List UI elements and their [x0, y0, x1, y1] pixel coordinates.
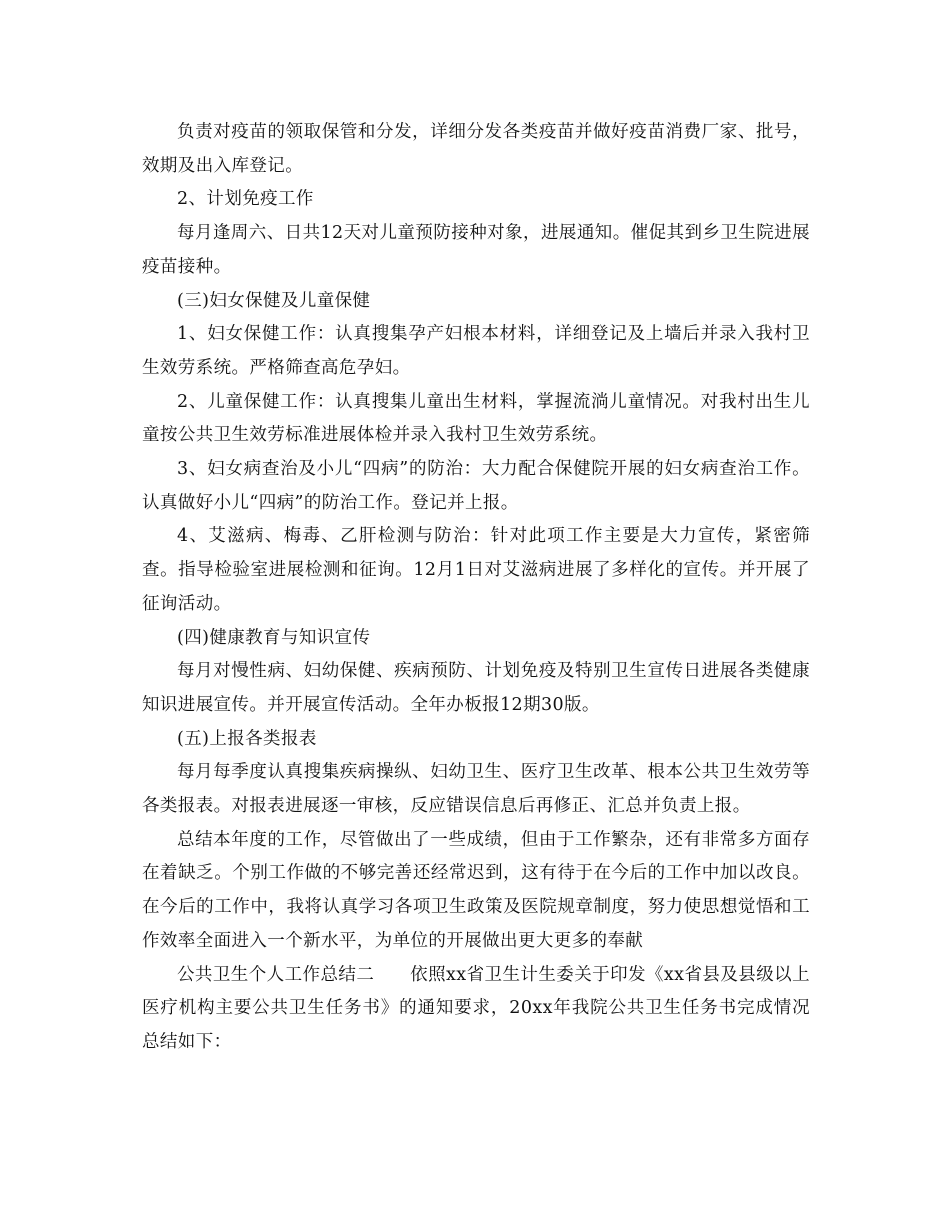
paragraph-annual-summary: 总结本年度的工作，尽管做出了一些成绩，但由于工作繁杂，还有非常多方面存在着缺乏。个别工作做的不够完善还经常迟到，这有待于在今后的工作中加以改良。在今后的工作中，我将认真学习各项卫生政策及医院规章制度，努力使思想觉悟和工作效率全面进入一个新水平，为单位的开展做出更大更多的奉献	[142, 829, 810, 951]
heading-women-children-health: (三)妇女保健及儿童保健	[177, 290, 371, 311]
paragraph-women-health: 1、妇女保健工作：认真搜集孕产妇根本材料，详细登记及上墙后并录入我村卫生效劳系统。严格筛查高危孕妇。	[142, 324, 810, 378]
paragraph-hiv-syphilis-hepatitis: 4、艾滋病、梅毒、乙肝检测与防治：针对此项工作主要是大力宣传，紧密筛查。指导检验室进展检测和征询。12月1日对艾滋病进展了多样化的宣传。并开展了征询活动。	[142, 526, 810, 614]
paragraph-disease-prevention: 3、妇女病查治及小儿“四病”的防治：大力配合保健院开展的妇女病查治工作。认真做好小儿“四病”的防治工作。登记并上报。	[142, 459, 810, 513]
heading-health-education: (四)健康教育与知识宣传	[177, 627, 371, 648]
paragraph-immunization-schedule: 每月逢周六、日共12天对儿童预防接种对象，进展通知。催促其到乡卫生院进展疫苗接种。	[142, 223, 810, 277]
heading-reports: (五)上报各类报表	[177, 728, 317, 749]
paragraph-second-summary: 公共卫生个人工作总结二 依照xx省卫生计生委关于印发《xx省县及县级以上医疗机构主要公共卫生任务书》的通知要求，20xx年我院公共卫生任务书完成情况总结如下：	[142, 964, 810, 1052]
heading-immunization-plan: 2、计划免疫工作	[177, 189, 314, 210]
paragraph-health-education: 每月对慢性病、妇幼保健、疾病预防、计划免疫及特别卫生宣传日进展各类健康知识进展宣传。并开展宣传活动。全年办板报12期30版。	[142, 661, 810, 715]
paragraph-vaccine-management: 负责对疫苗的领取保管和分发，详细分发各类疫苗并做好疫苗消费厂家、批号，效期及出入库登记。	[142, 122, 810, 176]
document-body	[142, 116, 810, 1060]
paragraph-reports: 每月每季度认真搜集疾病操纵、妇幼卫生、医疗卫生改革、根本公共卫生效劳等各类报表。对报表进展逐一审核，反应错误信息后再修正、汇总并负责上报。	[142, 762, 810, 817]
paragraph-child-health: 2、儿童保健工作：认真搜集儿童出生材料，掌握流淌儿童情况。对我村出生儿童按公共卫生效劳标准进展体检并录入我村卫生效劳系统。	[142, 391, 810, 446]
